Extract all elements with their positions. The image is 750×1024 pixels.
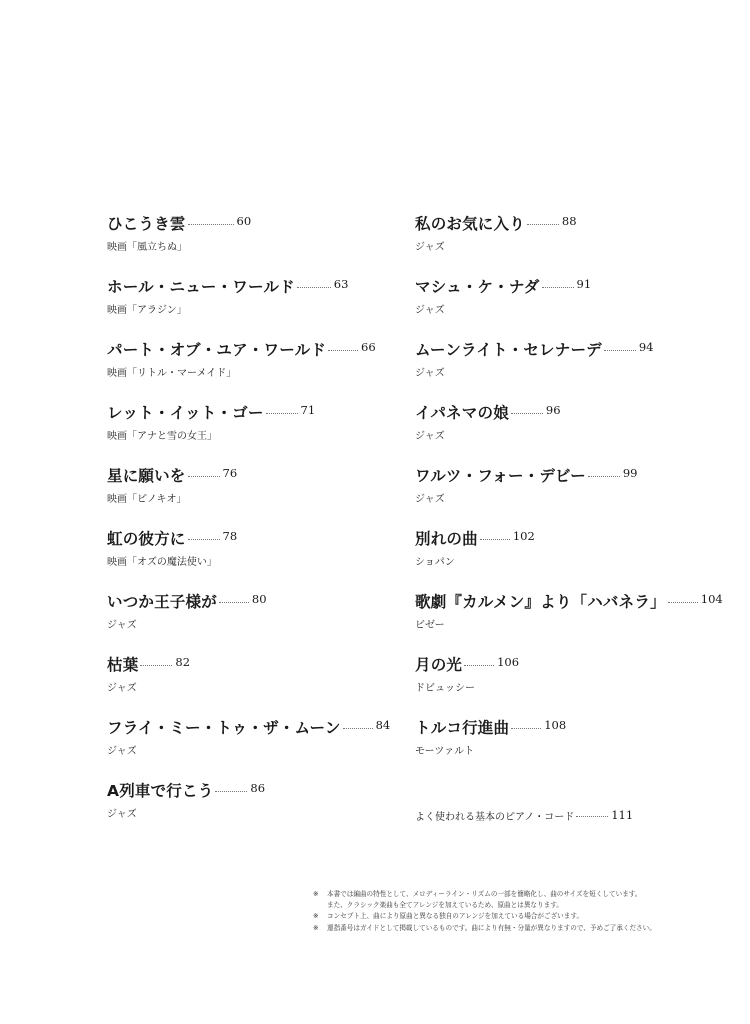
toc-entry[interactable]	[107, 653, 390, 716]
toc-entry[interactable]	[107, 716, 390, 779]
leader-dots	[188, 476, 220, 477]
leader-dots	[343, 728, 373, 729]
chord-reference-entry[interactable]	[415, 808, 633, 823]
toc-entry[interactable]	[107, 212, 390, 275]
page-number: 82	[175, 655, 191, 669]
page-number: 106	[497, 655, 520, 669]
leader-dots	[527, 224, 559, 225]
page-number: 80	[251, 592, 267, 606]
song-source: ジャズ	[415, 494, 445, 505]
page-number: 63	[333, 277, 349, 291]
song-title: A列車で行こう	[107, 782, 214, 800]
footnote	[313, 911, 656, 922]
page-number: 71	[300, 403, 316, 417]
footnote	[313, 889, 656, 900]
footnotes	[313, 889, 656, 934]
leader-dots	[588, 476, 620, 477]
note-text: 運指番号はガイドとして掲載しているものです。曲により有無・分量が異なりますので、予めご了承ください。	[327, 923, 656, 932]
song-title: レット・イット・ゴー	[107, 404, 264, 422]
toc-entry[interactable]	[107, 464, 390, 527]
page-number: 76	[222, 466, 238, 480]
page-number: 96	[545, 403, 561, 417]
toc-entry[interactable]	[415, 716, 723, 779]
note-mark: ※	[313, 923, 319, 932]
song-title: ひこうき雲	[107, 215, 186, 233]
toc-entry[interactable]	[107, 590, 390, 653]
leader-dots	[464, 665, 494, 666]
page-number: 111	[611, 808, 634, 822]
leader-dots	[219, 602, 249, 603]
song-title: ホール・ニュー・ワールド	[107, 278, 295, 296]
song-source: 映画「リトル・マーメイド」	[107, 368, 237, 379]
song-title: 月の光	[415, 656, 463, 674]
leader-dots	[668, 602, 698, 603]
leader-dots	[266, 413, 298, 414]
song-title: マシュ・ケ・ナダ	[415, 278, 540, 296]
leader-dots	[215, 791, 247, 792]
toc-entry[interactable]	[415, 338, 723, 401]
toc-entry[interactable]	[107, 338, 390, 401]
leader-dots	[511, 728, 541, 729]
song-source: ビゼー	[415, 620, 445, 631]
song-source: 映画「オズの魔法使い」	[107, 557, 217, 568]
leader-dots	[328, 350, 358, 351]
leader-dots	[297, 287, 331, 288]
song-title: 虹の彼方に	[107, 530, 186, 548]
toc-entry[interactable]	[415, 212, 723, 275]
toc-entry[interactable]	[415, 464, 723, 527]
note-text: 本書では編曲の特性として、メロディーライン・リズムの一部を簡略化し、曲のサイズを短くしています。	[327, 890, 642, 898]
footnote	[313, 923, 656, 934]
toc-entry[interactable]	[415, 653, 723, 716]
toc-left-column	[107, 212, 390, 842]
song-title: ムーンライト・セレナーデ	[415, 341, 602, 359]
song-source: ジャズ	[107, 683, 137, 694]
page-number: 99	[622, 466, 638, 480]
song-source: モーツァルト	[415, 746, 475, 757]
song-source: 映画「アラジン」	[107, 305, 187, 316]
song-source: ジャズ	[415, 431, 445, 442]
song-source: ドビュッシー	[415, 683, 475, 694]
song-title: フライ・ミー・トゥ・ザ・ムーン	[107, 719, 341, 737]
song-source: ジャズ	[415, 305, 445, 316]
note-mark: ※	[313, 912, 319, 921]
leader-dots	[576, 816, 608, 817]
song-title: 枯葉	[107, 656, 139, 674]
leader-dots	[480, 539, 510, 540]
toc-entry[interactable]	[415, 401, 723, 464]
song-source: ジャズ	[107, 746, 137, 757]
page-number: 102	[512, 529, 535, 543]
song-source: ジャズ	[415, 368, 445, 379]
footnote-continuation: また、クラシック楽曲も全てアレンジを加えているため、原曲とは異なります。	[327, 901, 563, 910]
page-number: 78	[222, 529, 238, 543]
leader-dots	[604, 350, 636, 351]
song-source: ショパン	[415, 557, 455, 568]
song-source: ジャズ	[415, 242, 445, 253]
note-text: コンセプト上、曲により原曲と異なる独自のアレンジを加えている場合がございます。	[327, 912, 584, 921]
song-title: パート・オブ・ユア・ワールド	[107, 341, 327, 359]
leader-dots	[140, 665, 172, 666]
leader-dots	[511, 413, 543, 414]
page-number: 60	[236, 214, 252, 228]
song-title: 私のお気に入り	[415, 215, 525, 233]
leader-dots	[542, 287, 574, 288]
toc-entry[interactable]	[107, 275, 390, 338]
song-title: ワルツ・フォー・デビー	[415, 467, 586, 485]
song-title: 歌劇『カルメン』より「ハバネラ」	[415, 593, 666, 611]
page-number: 91	[576, 277, 592, 291]
page-number: 66	[361, 340, 376, 354]
page-number: 86	[250, 781, 266, 795]
song-title: イパネマの娘	[415, 404, 509, 422]
toc-entry[interactable]	[415, 275, 723, 338]
leader-dots	[188, 224, 234, 225]
toc-entry[interactable]	[107, 401, 390, 464]
song-source: 映画「ピノキオ」	[107, 494, 187, 505]
toc-entry[interactable]	[415, 527, 723, 590]
toc-entry[interactable]	[415, 590, 723, 653]
page-number: 88	[561, 214, 577, 228]
note-mark: ※	[313, 890, 319, 898]
song-title: トルコ行進曲	[415, 719, 510, 737]
toc-right-column	[415, 212, 723, 779]
song-source: 映画「風立ちぬ」	[107, 242, 187, 253]
song-source: ジャズ	[107, 620, 137, 631]
song-title: 星に願いを	[107, 467, 186, 485]
page-number: 84	[375, 718, 391, 732]
leader-dots	[188, 539, 220, 540]
reference-title: よく使われる基本のピアノ・コード	[415, 812, 575, 823]
page-number: 94	[638, 340, 654, 354]
page-number: 108	[544, 718, 567, 732]
song-title: いつか王子様が	[107, 593, 217, 611]
page-number: 104	[700, 592, 723, 606]
toc-entry[interactable]	[107, 779, 390, 842]
song-title: 別れの曲	[415, 530, 478, 548]
toc-entry[interactable]	[107, 527, 390, 590]
song-source: 映画「アナと雪の女王」	[107, 431, 217, 442]
song-source: ジャズ	[107, 809, 137, 820]
